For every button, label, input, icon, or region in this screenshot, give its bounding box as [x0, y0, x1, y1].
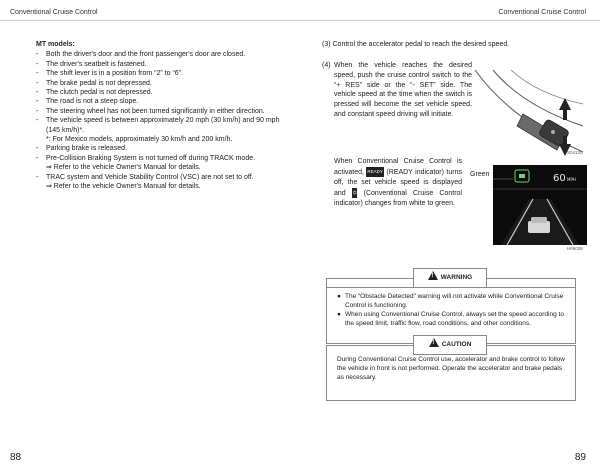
condition-item: - Pre-Collision Braking System is not turned off during TRACK mode. [36, 154, 256, 162]
condition-item: - The shift lever is in a position from “2” to “6”. [36, 70, 183, 78]
condition-item: - The driver's seatbelt is fastened. [36, 60, 147, 68]
green-label: Green [470, 171, 490, 178]
warning-list [337, 292, 569, 328]
warning-item: ● The “Obstacle Detected” warning will not activate while Conventional Cruise Control is functioning. [337, 293, 564, 309]
speed-footnote: *: For Mexico models, approximately 30 km/h and 200 km/h. [46, 136, 233, 144]
mt-models-heading: MT models: [36, 41, 75, 48]
condition-item: - TRAC system and Vehicle Stability Control (VSC) are not set to off. [36, 173, 254, 181]
condition-item: - The road is not a steep slope. [36, 98, 139, 106]
figure-code: S04120 [567, 150, 583, 155]
condition-item: - The steering wheel has not been turned significantly in either direction. [36, 107, 265, 115]
left-page-number: 88 [10, 452, 22, 463]
speed-unit: MPH [567, 177, 576, 182]
left-header-title: Conventional Cruise Control [10, 9, 98, 16]
right-header-title: Conventional Cruise Control [498, 9, 586, 16]
condition-item: - The brake pedal is not depressed. [36, 79, 152, 87]
meter-display-illustration [493, 165, 587, 245]
mt-models-conditions [36, 40, 284, 192]
condition-item: - Both the driver's door and the front passenger's door are closed. [36, 51, 246, 59]
right-page-number: 89 [574, 452, 586, 463]
cruise-control-indicator-icon: ⛭ [352, 188, 358, 198]
caution-box [326, 341, 576, 401]
ready-indicator-icon: READY [366, 167, 384, 177]
refer-owners-manual: ⇒ Refer to the vehicle Owner's Manual for details. [46, 164, 201, 172]
refer-owners-manual: ⇒ Refer to the vehicle Owner's Manual for details. [46, 183, 201, 191]
caution-text: During Conventional Cruise Control use, accelerator and brake control to follow the vehicle in front is not performed. Operate the accelerator and brake pedals as necessary. [337, 356, 565, 381]
header-divider [0, 20, 600, 21]
step-4 [322, 61, 472, 120]
warning-item: ● When using Conventional Cruise Control, always set the speed according to the speed limit, traffic flow, road conditions, and other conditions. [337, 311, 564, 327]
step-4-number: (4) [322, 62, 331, 69]
figure-code: H06038 [567, 246, 583, 251]
condition-item: - The vehicle speed is between approximately 20 mph (30 km/h) and 90 mph (145 km/h)*. [36, 117, 280, 134]
condition-item: - Parking brake is released. [36, 145, 127, 153]
warning-heading: !WARNING [413, 268, 487, 288]
ready-indicator-description: When Conventional Cruise Control is activated, READY (READY indicator) turns off, the set vehicle speed is displayed and ⛭ (Conventional Cruise Control indicator) changes from white to green. [334, 158, 462, 207]
caution-heading: !CAUTION [413, 335, 487, 355]
cruise-control-lever-illustration [471, 68, 587, 156]
caution-triangle-icon [429, 338, 439, 347]
condition-item: - The clutch pedal is not depressed. [36, 89, 153, 97]
warning-triangle-icon [428, 271, 438, 280]
step-3-text: (3) Control the accelerator pedal to reach the desired speed. [322, 41, 510, 48]
step-4-text: When the vehicle reaches the desired speed, push the cruise control switch to the “+ RES” side or the “- SET” side. The vehicle speed at the time when the switch is pressed will become the set vehicle speed, and constant speed driving will initiate. [334, 62, 472, 118]
set-speed-readout: 60 [553, 173, 566, 184]
